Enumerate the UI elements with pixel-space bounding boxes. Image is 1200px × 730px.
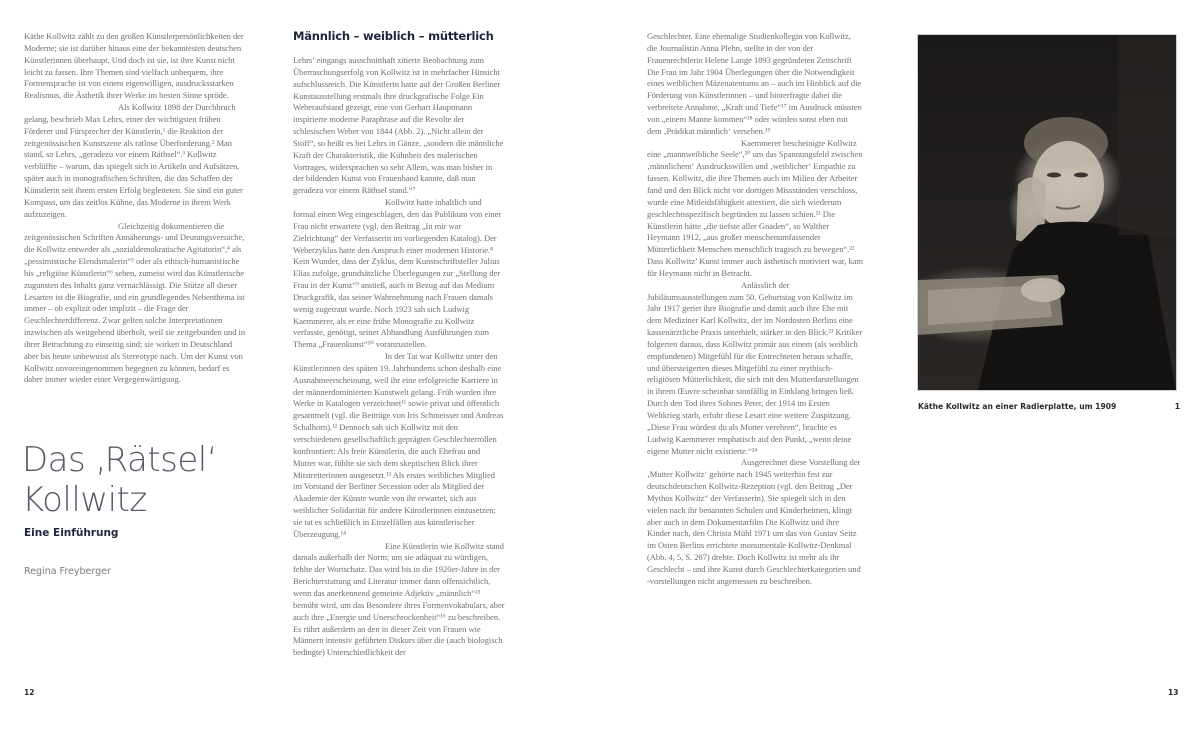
right-paragraph-2: Kaemmerer bescheinigte Kollwitz eine „mannweibliche Seele“,²⁰ um das Spannungsfeld zwischen ‚männlichem‘ Ausdruckswillen und ‚weiblicher‘ Empathie zu fassen. Kollwitz, die ihre Themen auch im Milieu der Arbeiter fand und den Blick nicht vor dortigen Missständen verschloss, wurde eine Mitleidsfähigkeit attestiert, die sich wiederum geschlechtsspezifisch begründen zu lassen schien.²¹ Die Künstlerin hätte „die tiefste aller Gnaden“, so Walther Heymann 1912, „aus großer menschenumfassender Mütterlichkeit Menschen menschlich tragisch zu bewegen“.²² Dass Kollwitz’ Kunst immer auch ästhetisch motiviert war, kam für Heymann nicht in Betracht. [647,137,864,278]
intro-paragraph-2: Als Kollwitz 1898 der Durchbruch gelang, beschrieb Max Lehrs, einer der wichtigsten frühen Förderer und Fürsprecher der Künstlerin,¹ die Reaktion der zeitgenössischen Kunstszene als ratlose Überforderung.² Man stand, so Lehrs, „geradezu vor einem Räthsel“.³ Kollwitz verblüffte – warum, das spiegelt sich in Artikeln und Aufsätzen, später auch in monografischen Schriften, die das Schaffen der Künstlerin seit ihrem ersten Erfolg begleiteten. Sie sind ein guter Kompass, um das zeitlos Kühne, das Moderne in ihrem Werk aufzuzeigen. [24,102,243,219]
portrait-photograph [918,35,1176,390]
author-name: Regina Freyberger [24,566,111,577]
right-paragraph-1: Geschlechter. Eine ehemalige Studienkollegin von Kollwitz, die Journalistin Anna Plehn, stellte in der von der Frauenrechtlerin Helene Lange 1893 gegründeten Zeitschrift Die Frau im Jahr 1904 Überlegungen über die Notwendigkeit eines weiblichen Mäzenatentums an – auch im Hinblick auf die Förderung von Künstlerinnen – und hinterfragte dabei die verbreitete Annahme, „Kraft und Tiefe“¹⁷ im Ausdruck müssten von „einem Manne kommen“¹⁸ oder würden sonst eben mit dem ‚Prädikat männlich‘ versehen.¹⁹ [647,31,862,136]
figure-caption-text: Käthe Kollwitz an einer Radierplatte, um 1909 [918,402,1117,411]
figure-caption [918,402,1180,411]
section-heading: Männlich – weiblich – mütterlich [293,29,494,43]
section-paragraph-1: Lehrs’ eingangs ausschnitthaft zitierte Beobachtung zum Überraschungserfolg von Kollwitz ist in mehrfacher Hinsicht aufschlussreich. Die Künstlerin hatte auf der Großen Berliner Kunstausstellung erstmals ihre druckgrafische Folge Ein Weberaufstand gezeigt, eine von Gerhart Hauptmann inspirierte moderne Paraphrase auf die Revolte der schlesischen Weber von 1844 (Abb. 2). „Nicht allein der Stoff“, so heißt es bei Lehrs in Gänze, „sondern die männliche Kraft der Charakteristik, die Kühnheit des malerischen Vortrages, widersprachen so sehr Allem, was man bisher in der bildenden Kunst von Frauenhand kannte, daß man geradezu vor einem Räthsel stand.“⁷ [293,55,504,196]
section-paragraph-2: Kollwitz hatte inhaltlich und formal einen Weg eingeschlagen, den das Publikum von einer Frau nicht erwartete (vgl. den Beitrag „In mir war Zielrichtung“ der Verfasserin im vorliegenden Katalog). Der Weberzyklus hatte den Anspruch einer modernen Historie.⁸ Kein Wunder, dass der Zyklus, dem Kunstschriftsteller Julius Elias zufolge, grundsätzliche Überlegungen zur „Stellung der Frau in der Kunst“⁹ anstieß, auch in Bezug auf das Medium Druckgrafik, das seiner Wahrnehmung nach Frauen damals wenig zugetraut wurde. Noch 1923 sah sich Ludwig Kaemmerer, als er eine frühe Monografie zu Kollwitz verfasste, genötigt, seiner Abhandlung Ausführungen zum Thema „Frauenkunst“¹⁰ voranzustellen. [293,197,502,350]
section-paragraph-4: Eine Künstlerin wie Kollwitz stand damals außerhalb der Norm; um sie adäquat zu würdigen, fehlte der Wortschatz. Das wird bis in die 1920er-Jahre in der Berichterstattung und Literatur immer dann offensichtlich, wenn das anerkennend gemeinte Adjektiv „männlich“¹⁵ bemüht wird, um das Besondere ihres Formenvokabulars, aber auch ihre „Energie und Unerschrockenheit“¹⁶ zu beschreiben. Es rührt außerdem an den in dieser Zeit von Frauen wie Männern intensiv geführten Diskurs über die (auch biologisch bedingte) Unterschiedlichkeit der [293,540,505,658]
right-text-column [647,31,863,588]
chapter-subtitle: Eine Einführung [24,527,119,539]
right-paragraph-3: Anlässlich der Jubiläumsausstellungen zum 50. Geburtstag von Kollwitz im Jahr 1917 geriet ihre Biografie und damit auch ihre Ehe mit dem Mediziner Karl Kollwitz, der im Nordosten Berlins eine kassenärztliche Praxis unterhielt, stärker in den Blick.²³ Kritiker folgerten daraus, dass Kollwitz primär aus einem (als weiblich empfundenen) Mitgefühl für die Entrechteten heraus schaffe, und übersteigerten dieses Mitgefühl zu einer mythisch-religiösen Mütterlichkeit, die sich mit den Mutterdarstellungen in ihrem Œuvre scheinbar sinnfällig in Einklang bringen ließ. Durch den Tod ihres Sohnes Peter, der 1914 im Ersten Weltkrieg starb, erfuhr diese Lesart eine weitere Zuspitzung. „Diese Frau würdest du als Mutter verehren“, brachte es Ludwig Kaemmerer emphatisch auf den Punkt, „wenn deine eigene Mutter nicht existierte.“²⁴ [647,279,863,456]
portrait-illustration-icon [918,35,1176,390]
page-number-left: 12 [24,688,35,697]
right-paragraph-4: Ausgerechnet diese Vorstellung der ‚Mutter Kollwitz‘ gehörte nach 1945 weiterhin fest zur deutschdeutschen Kollwitz-Rezeption (vgl. den Beitrag „Der Mythos Kollwitz“ der Verfasserin). Sie spiegelt sich in den vielen nach ihr benannten Schulen und Kinderheimen, klingt aber auch in dem Dokumentarfilm Die Kollwitz und ihre Kinder nach, den Christa Mühl 1971 um das von Gustav Seitz im Osten Berlins errichtete monumentale Kollwitz-Denkmal (Abb. 4, 5, S. 267) drehte. Doch Kollwitz ist mehr als ihr Geschlecht – und ihre Kunst durch Geschlechterkategorien und -vorstellungen nicht angemessen zu beschreiben. [647,457,861,586]
section-paragraph-3: In der Tat war Kollwitz unter den Künstlerinnen des späten 19. Jahrhunderts schon deshalb eine Ausnahmeerscheinung, weil ihr eine erfolgreiche Karriere in der männerdominierten Kunstwelt gelang. Früh wurden ihre Werke in Katalogen verzeichnet¹¹ sowie privat und öffentlich gesammelt (vgl. die Beiträge von Iris Schmeisser und Andreas Schalhorn).¹² Dennoch sah sich Kollwitz mit den verschiedenen gesellschaftlich geprägten Geschlechterrollen konfrontiert: Als freie Künstlerin, die auch Ehefrau und Mutter war, fühlte sie sich dem skeptischen Blick ihrer Mitstreiterinnen ausgesetzt.¹³ Als erstes weibliches Mitglied im Vorstand der Berliner Secession oder als Mitglied der Akademie der Künste wurde von ihr erwartet, sich aus weiblicher Solidarität für andere Künstlerinnen einzusetzen; sie tat es schließlich in Einzelfällen aus künstlerischer Überzeugung.¹⁴ [293,351,504,539]
intro-paragraph-3: Gleichzeitig dokumentieren die zeitgenössischen Schriften Annäherungs- und Deutungsversuche, die Kollwitz entweder als „sozialdemokratische Agitatorin“,⁴ als „pessimistische Elendsmalerin“⁵ oder als ethisch-humanistische bis „religiöse Künstlerin“⁶ sehen, zumeist wird das Künstlerische zugunsten des Inhalts ganz vernachlässigt. Die Stütze all dieser Lesarten ist die Biografie, und ein grundlegendes Nebenthema ist immer – ob explizit oder implizit – die Frage der Geschlechterdifferenz. Zwar gelten solche Interpretationen inzwischen als weitgehend überholt, weil sie zeitgebunden und in ihrer Betrachtung zu einseitig sind; sie wirken in Deutschland aber bis heute unbewusst als Stereotype nach. Um der Kunst von Kollwitz unvoreingenommen begegnen zu können, bedarf es daher immer wieder einer Vergegenwärtigung. [24,220,246,385]
chapter-title-line-1: Das ‚Rätsel‘ [22,440,218,480]
section-text-column [293,55,505,659]
intro-paragraph-1: Käthe Kollwitz zählt zu den großen Künstlerpersönlichkeiten der Moderne; sie ist darüber hinaus eine der bekanntesten deutschen Künstlerinnen überhaupt. Und doch ist sie, ist ihre Kunst nicht leicht zu fassen. Ihre Themen sind vielfach unbequem, ihre Formensprache ist von einem eigenwilligen, ausdrucksstarken Realismus, die Ästhetik ihrer Werke im besten Sinne spröde. [24,31,244,101]
intro-text-column [24,31,248,386]
chapter-title-line-2: Kollwitz [22,480,147,520]
page-number-right: 13 [1168,688,1179,697]
chapter-title [22,440,217,520]
figure-number: 1 [1174,402,1180,411]
